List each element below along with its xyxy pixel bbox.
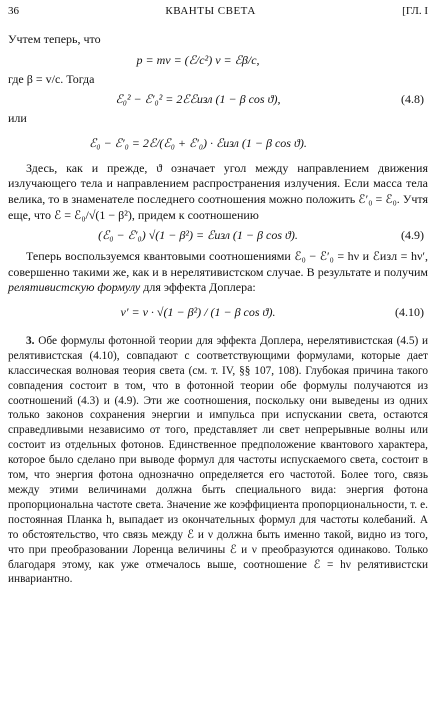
formula-4-9 [8,223,428,247]
formula-difference-expr: ℰ₀ − ℰ′₀ = 2ℰ/(ℰ₀ + ℰ′₀) · ℰизл (1 − β cos ϑ). [89,135,307,150]
formula-4-8-expr: ℰ₀² − ℰ′₀² = 2ℰℰизл (1 − β cos ϑ), [115,92,281,107]
section-3-paragraph [8,334,428,587]
formula-4-8 [8,87,428,111]
formula-4-10-number: (4.10) [395,304,424,319]
formula-4-10-expr: ν′ = ν · √(1 − β²) / (1 − β cos ϑ). [120,304,276,319]
page-number: 36 [8,5,19,17]
page-header [8,4,428,24]
paragraph-5-start: Теперь воспользуемся квантовыми соотношениями ℰ₀ − ℰ′₀ = hν и ℰизл = hν′, совершенно такими же, как и в нерелятивистском случае. В результате и получим [8,249,428,279]
section-number: 3. [26,334,35,347]
paragraph-5-end: для эффекта Доплера: [140,280,256,295]
paragraph-4: Здесь, как и прежде, ϑ означает угол между направлением движения излучающего тела и направлением распространения излучения. Если масса тела велика, то в знаменателе последнего соотношения можно положить ℰ′₀ = ℰ₀. Учтя еще, что ℰ = ℰ₀/√(1 − β²), придем к соотношению [8,160,428,222]
paragraph-2: где β = v/c. Тогда [8,71,95,86]
section-3-text: Обе формулы фотонной теории для эффекта Доплера, нерелятивистская (4.5) и релятивистская (4.10), совпадают с соответствующими формулами, которые дает классическая волновая теория света (см. т. IV, §§ 107, 108). Глубокая причина такого совпадения состоит в том, что в фотонной теории обе формулы получаются из соотношений (4.3) и (4.9). Эти же соотношения, поскольку они выведены из одних только законов сохранения энергии и импульса при испускании света, остаются справедливыми независимо от того, представляет ли свет непрерывные волны или состоит из отдельных фотонов. Единственное предположение квантового характера, которое было сделано при выводе формул для частоты испускаемого света, состоит в том, что энергия фотона однозначно определяется его частотой. Более того, связь между этими величинами должна быть специального вида: энергия фотона пропорциональна частоте света. Значение же коэффициента пропорциональности, т. е. постоянная Планка h, выпадает из окончательных формул для частоты колебаний. А то обстоятельство, что связь между ℰ и ν должна быть именно такой, видно из того, что при преобразовании Лоренца величины ℰ и ν преобразуются одинаково. Только благодаря этому, как уже отмечалось выше, соотношение ℰ = hν релятивистски инвариантно. [8,334,428,586]
formula-4-9-number: (4.9) [401,228,424,243]
formula-4-8-number: (4.8) [401,92,424,107]
paragraph-5-emphasis: релятивистскую формулу [8,280,141,295]
formula-4-9-expr: (ℰ₀ − ℰ′₀) √(1 − β²) = ℰизл (1 − β cos ϑ). [98,228,298,243]
formula-momentum-expr: p = mv = (ℰ/c²) v = ℰβ/c, [136,52,260,67]
formula-4-10 [8,296,428,328]
paragraph-1: Учтем теперь, что [8,32,101,46]
formula-momentum [8,48,428,72]
chapter-marker: [ГЛ. I [402,5,428,17]
paragraph-5 [8,249,428,296]
running-title: КВАНТЫ СВЕТА [165,5,256,17]
formula-difference [8,127,428,159]
paragraph-3: или [8,111,27,126]
